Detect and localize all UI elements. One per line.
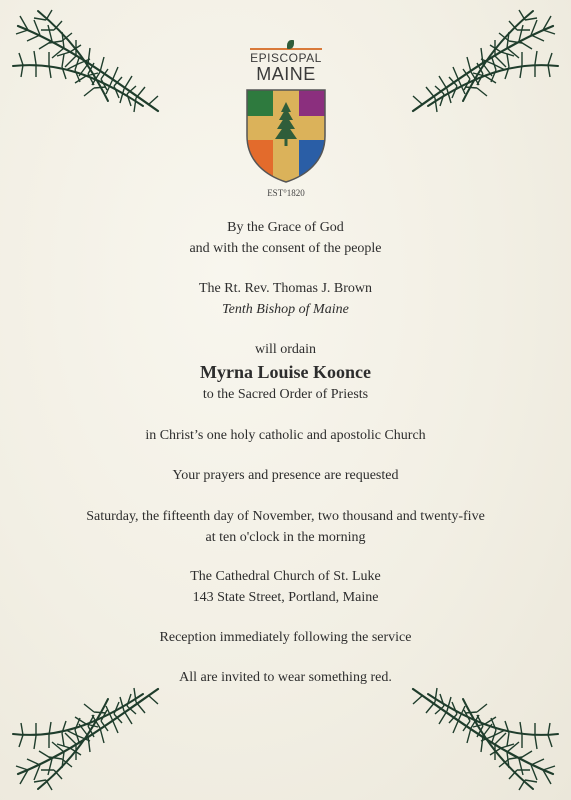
grace-block xyxy=(0,217,571,259)
pine-bough-bottom-left xyxy=(8,679,178,794)
date-block xyxy=(0,506,571,548)
church-line: in Christ’s one holy catholic and apostolic Church xyxy=(145,428,426,443)
will-ordain: will ordain xyxy=(254,342,317,357)
time-line: at ten o'clock in the morning xyxy=(205,530,366,545)
grace-line-1: By the Grace of God xyxy=(227,220,344,235)
established-date: EST°1820 xyxy=(267,188,305,198)
request-line: Your prayers and presence are requested xyxy=(172,468,399,483)
grace-line-2: and with the consent of the people xyxy=(189,241,382,256)
bishop-block xyxy=(0,278,571,320)
venue-address: 143 State Street, Portland, Maine xyxy=(192,590,379,605)
diocese-logo xyxy=(236,38,336,198)
logo-word-episcopal: EPISCOPAL xyxy=(250,51,322,65)
bishop-title: Tenth Bishop of Maine xyxy=(222,302,349,317)
logo-rule xyxy=(250,48,322,50)
venue-name: The Cathedral Church of St. Luke xyxy=(190,569,381,584)
venue-block xyxy=(0,566,571,608)
shield-icon xyxy=(245,88,327,184)
ordinand-name: Myrna Louise Koonce xyxy=(200,362,371,382)
reception-line: Reception immediately following the service xyxy=(159,630,412,645)
ordination-block xyxy=(0,339,571,405)
logo-word-maine: MAINE xyxy=(256,64,316,84)
pine-bough-bottom-right xyxy=(393,679,563,794)
attire-line: All are invited to wear something red. xyxy=(179,670,392,685)
sacred-order: to the Sacred Order of Priests xyxy=(202,387,369,402)
pine-bough-top-left xyxy=(8,6,178,121)
date-line: Saturday, the fifteenth day of November, two thousand and twenty-five xyxy=(86,509,485,524)
pine-bough-top-right xyxy=(393,6,563,121)
bishop-name: The Rt. Rev. Thomas J. Brown xyxy=(198,281,373,296)
